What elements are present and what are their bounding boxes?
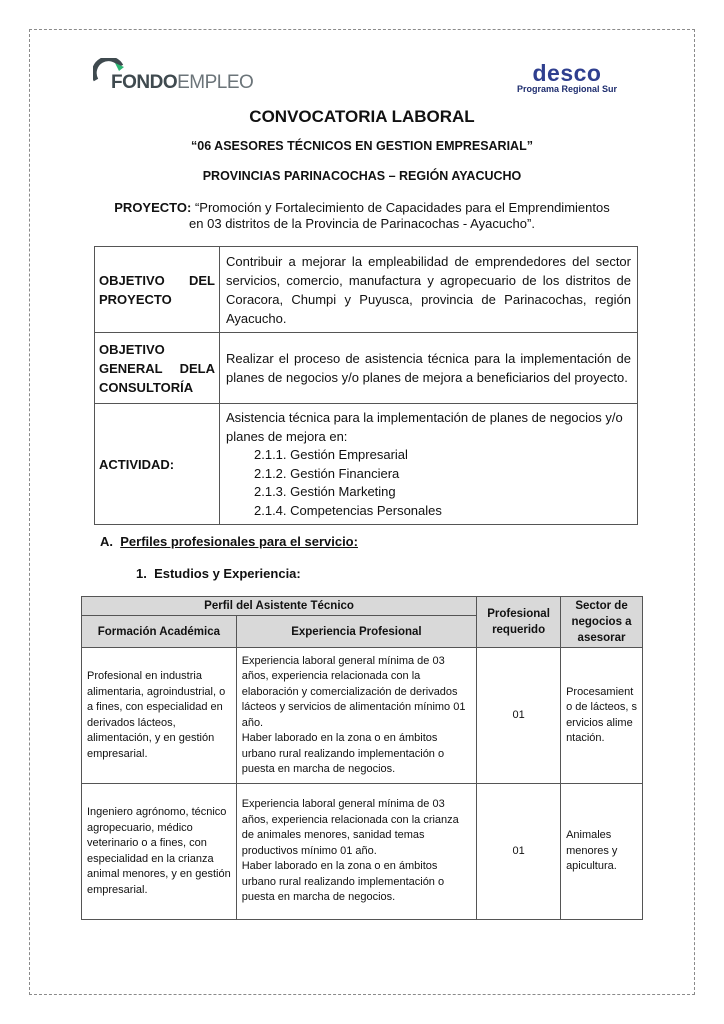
experiencia-zona: Haber laborado en la zona o en ámbitos urbano rural realizando implementación o puesta en marcha de negocios.	[241, 860, 445, 904]
project-label: PROYECTO:	[114, 200, 192, 215]
label-line: CONSULTORÍA	[99, 379, 194, 395]
desco-logo	[512, 62, 622, 96]
objetivo-consultoria-label	[95, 333, 220, 404]
actividad-content	[220, 404, 638, 525]
fondoempleo-logo	[93, 58, 253, 94]
label-line: PROYECTO	[99, 291, 172, 307]
profesional-header	[477, 597, 561, 648]
header-line: requerido	[492, 624, 546, 636]
location-title: PROVINCIAS PARINACOCHAS – REGIÓN AYACUCHO	[202, 169, 522, 183]
formacion-cell: Ingeniero agrónomo, técnico agropecuario, médico veterinario o a fines, con especialidad en la crianza animal menores, y en gestión empresarial.	[82, 784, 237, 920]
list-item: 2.1.2. Gestión Financiera	[254, 465, 400, 481]
table-row	[95, 333, 638, 404]
profiles-table	[81, 596, 643, 920]
objetivo-proyecto-text: Contribuir a mejorar la empleabilidad de emprendedores del sector servicios, comercio, manufactura y agropecuario de los distritos de Coracora, Chumpi y Puyusca, provincia de Parinacochas, región Ayacucho.	[220, 247, 638, 333]
label-line: GENERAL DELA	[99, 360, 215, 376]
label-line: OBJETIVO DEL	[99, 272, 215, 288]
requerido-cell: 01	[477, 648, 561, 784]
project-line-1: “Promoción y Fortalecimiento de Capacidades para el Emprendimientos	[194, 200, 610, 215]
desco-logo-subtitle: Programa Regional Sur	[516, 84, 618, 94]
experiencia-zona: Haber laborado en la zona o en ámbitos urbano rural realizando implementación o puesta en marcha de negocios.	[241, 732, 445, 775]
header-line: Sector de	[575, 600, 628, 612]
section-a-letter: A.	[100, 534, 113, 549]
actividad-label: ACTIVIDAD:	[95, 404, 220, 525]
experiencia-general: Experiencia laboral general mínima de 03 años, experiencia relacionada con la crianza de animales menores, sanidad temas productivos mínimo 01 año.	[241, 798, 459, 857]
project-line-2: en 03 distritos de la Provincia de Parinacochas - Ayacucho”.	[189, 216, 535, 231]
table-row	[82, 648, 643, 784]
table-header-row	[82, 597, 643, 616]
header-line: asesorar	[577, 632, 626, 644]
header-line: negocios a	[571, 616, 632, 628]
requerido-cell: 01	[477, 784, 561, 920]
list-item: 2.1.3. Gestión Marketing	[254, 484, 396, 499]
document-title: CONVOCATORIA LABORAL	[249, 107, 475, 126]
formacion-cell: Profesional en industria alimentaria, agroindustrial, o a fines, con especialidad en derivados lácteos, alimentación, y en gestión empresarial.	[82, 648, 237, 784]
sector-cell: Procesamiento de lácteos, servicios alimentación.	[561, 648, 643, 784]
sector-header	[561, 597, 643, 648]
list-item: 2.1.4. Competencias Personales	[254, 502, 442, 518]
actividad-list	[226, 446, 631, 520]
fondoempleo-logo-part1: FONDO	[111, 72, 178, 93]
table-row	[95, 404, 638, 525]
actividad-intro: Asistencia técnica para la implementación de planes de negocios y/o planes de mejora en:	[226, 410, 623, 444]
experiencia-cell	[236, 784, 476, 920]
section-1-heading	[136, 566, 301, 581]
desco-logo-word: desco	[532, 60, 602, 86]
position-title: “06 ASESORES TÉCNICOS EN GESTION EMPRESARIAL”	[191, 139, 533, 153]
perfil-header: Perfil del Asistente Técnico	[82, 597, 477, 616]
list-item: 2.1.1. Gestión Empresarial	[254, 447, 408, 462]
section-1-title: Estudios y Experiencia:	[154, 566, 301, 581]
experiencia-cell	[236, 648, 476, 784]
section-1-number: 1.	[136, 566, 147, 581]
experiencia-general: Experiencia laboral general mínima de 03 años, experiencia relacionada con la elaboración y comercialización de derivados lácteos y servicios de alimentación mínimo 01 año.	[241, 654, 466, 729]
experiencia-header: Experiencia Profesional	[236, 616, 476, 648]
section-a-heading	[100, 534, 358, 549]
table-row	[82, 784, 643, 920]
formacion-header: Formación Académica	[82, 616, 237, 648]
table-row	[95, 247, 638, 333]
header-line: Profesional	[487, 608, 550, 620]
section-a-title: Perfiles profesionales para el servicio:	[120, 534, 358, 549]
sector-cell: Animales menores y apicultura.	[561, 784, 643, 920]
label-line: OBJETIVO	[99, 341, 165, 357]
fondoempleo-logo-part2: EMPLEO	[177, 72, 254, 93]
project-description	[80, 200, 644, 232]
objetivo-consultoria-text: Realizar el proceso de asistencia técnica para la implementación de planes de negocios y/o planes de mejora a beneficiarios del proyecto.	[220, 333, 638, 404]
summary-table	[94, 246, 638, 525]
objetivo-proyecto-label	[95, 247, 220, 333]
